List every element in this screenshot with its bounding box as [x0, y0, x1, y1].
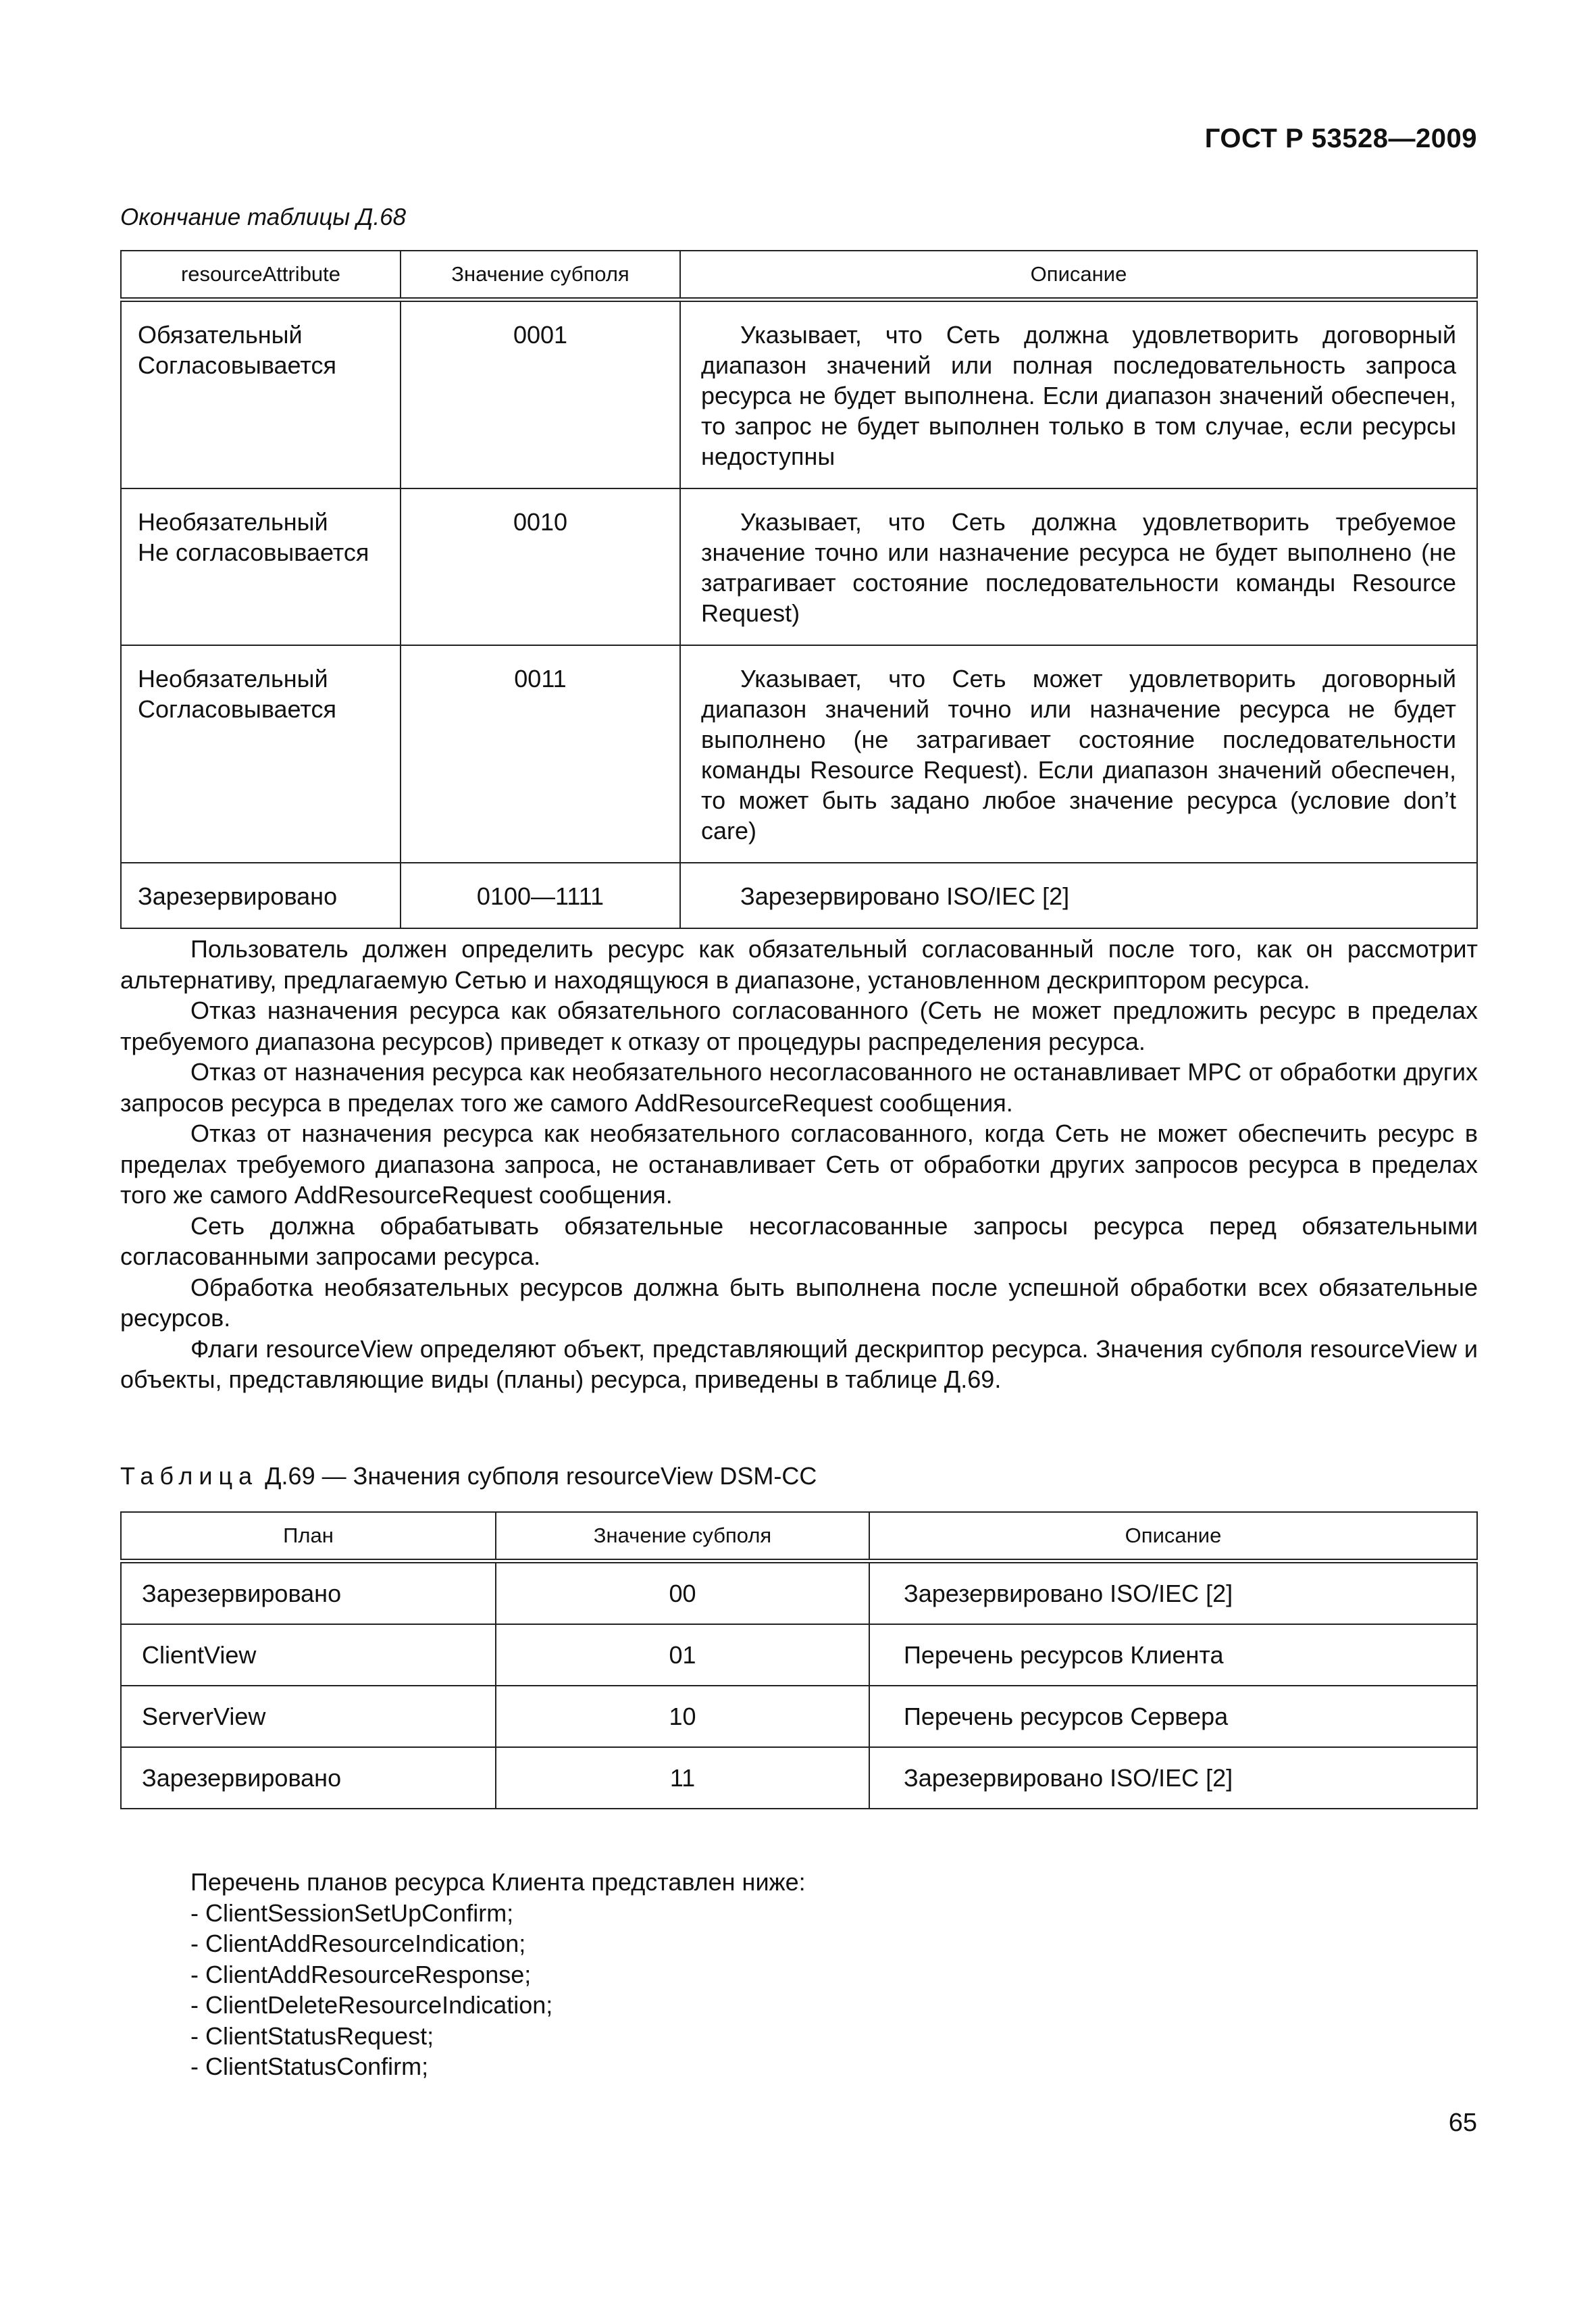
table69-value-cell: 10 — [496, 1686, 869, 1747]
table69-description-cell: Зарезервировано ISO/IEC [2] — [869, 1561, 1477, 1625]
table-row — [121, 488, 1477, 645]
attr-line: Согласовывается — [138, 351, 336, 379]
table-row — [121, 300, 1477, 489]
table69-plan-cell: Зарезервировано — [121, 1747, 496, 1809]
body-text — [120, 934, 1478, 1395]
table-row — [121, 1624, 1477, 1686]
table69-caption-prefix: Таблица — [120, 1462, 259, 1490]
table68-description-cell: Зарезервировано ISO/IEC [2] — [680, 863, 1477, 928]
table68-value-cell: 0001 — [401, 300, 680, 489]
table68-header-attr: resourceAttribute — [121, 251, 401, 300]
table68-description-cell: Указывает, что Сеть может удовлетворить договорный диапазон значений точно или назначение ресурса не будет выполнено (не затрагивает состояние последовательности команды Resource Request). Если диапазон значений обеспечен, то может быть задано любое значение ресурса (условие don’t care) — [680, 645, 1477, 863]
table68-attr-cell — [121, 645, 401, 863]
table-row — [121, 645, 1477, 863]
list-item: - ClientStatusRequest; — [190, 2021, 434, 2050]
table68-attr-cell — [121, 300, 401, 489]
table68-description-cell: Указывает, что Сеть должна удовлетворить договорный диапазон значений или полная последовательность запроса ресурса не будет выполнена. Если диапазон значений обеспечен, то запрос не будет выполнен только в том случае, если ресурсы недоступны — [680, 300, 1477, 489]
table-row — [121, 1561, 1477, 1625]
paragraph: Отказ от назначения ресурса как необязательного согласованного, когда Сеть не может обеспечить ресурс в пределах требуемого диапазона запроса, не останавливает Сеть от обработки других запросов ресурса в пределах того же самого AddResourceRequest сообщения. — [120, 1120, 1478, 1209]
table68-attr-cell — [121, 488, 401, 645]
list-item: - ClientAddResourceIndication; — [190, 1930, 526, 1957]
paragraph: Сеть должна обрабатывать обязательные несогласованные запросы ресурса перед обязательными согласованными запросами ресурса. — [120, 1211, 1478, 1270]
attr-line: Обязательный — [138, 321, 303, 349]
list-item: - ClientSessionSetUpConfirm; — [190, 1898, 514, 1927]
table68-header-description: Описание — [680, 251, 1477, 300]
list-item: - ClientStatusConfirm; — [190, 2053, 429, 2080]
table69-plan-cell: Зарезервировано — [121, 1561, 496, 1625]
table69 — [120, 1511, 1478, 1809]
table68-caption: Окончание таблицы Д.68 — [120, 204, 407, 230]
table68 — [120, 250, 1478, 929]
paragraph: Обработка необязательных ресурсов должна быть выполнена после успешной обработки всех обязательные ресурсов. — [120, 1273, 1478, 1332]
list-intro: Перечень планов ресурса Клиента представлен ниже: — [190, 1868, 806, 1896]
table69-plan-cell: ServerView — [121, 1686, 496, 1747]
table69-value-cell: 00 — [496, 1561, 869, 1625]
paragraph: Пользователь должен определить ресурс как обязательный согласованный после того, как он рассмотрит альтернативу, предлагаемую Сетью и находящуюся в диапазоне, установленном дескриптором ресурса. — [120, 935, 1478, 994]
table69-description-cell: Перечень ресурсов Сервера — [869, 1686, 1477, 1747]
attr-line: Необязательный — [138, 665, 328, 693]
table69-header-row — [121, 1512, 1477, 1561]
table68-value-cell: 0010 — [401, 488, 680, 645]
table68-description-cell: Указывает, что Сеть должна удовлетворить требуемое значение точно или назначение ресурса не будет выполнено (не затрагивает состояние последовательности команды Resource Request) — [680, 488, 1477, 645]
list-item: - ClientAddResourceResponse; — [190, 1960, 532, 1988]
list-item: - ClientDeleteResourceIndication; — [190, 1991, 553, 2019]
table69-caption — [120, 1462, 817, 1490]
table68-value-cell: 0011 — [401, 645, 680, 863]
table-row — [121, 863, 1477, 928]
table68-header-row — [121, 251, 1477, 300]
page-number: 65 — [1448, 2109, 1477, 2137]
table-row — [121, 1686, 1477, 1747]
paragraph: Отказ назначения ресурса как обязательного согласованного (Сеть не может предложить ресурс в пределах требуемого диапазона ресурсов) приведет к отказу от процедуры распределения ресурса. — [120, 997, 1478, 1055]
table68-attr-cell — [121, 863, 401, 928]
attr-line: Необязательный — [138, 508, 328, 536]
table69-caption-text: Д.69 — Значения субполя resourceView DSM-CC — [258, 1462, 817, 1490]
table69-header-value: Значение субполя — [496, 1512, 869, 1561]
attr-line: Согласовывается — [138, 695, 336, 723]
attr-line: Зарезервировано — [138, 882, 338, 910]
table69-header-plan: План — [121, 1512, 496, 1561]
table-row — [121, 1747, 1477, 1809]
table69-description-cell: Зарезервировано ISO/IEC [2] — [869, 1747, 1477, 1809]
document-header: ГОСТ Р 53528—2009 — [1204, 124, 1477, 153]
attr-line: Не согласовывается — [138, 538, 369, 566]
table69-description-cell: Перечень ресурсов Клиента — [869, 1624, 1477, 1686]
table68-value-cell: 0100—1111 — [401, 863, 680, 928]
table69-value-cell: 11 — [496, 1747, 869, 1809]
paragraph: Флаги resourceView определяют объект, представляющий дескриптор ресурса. Значения субполя resourceView и объекты, представляющие виды (планы) ресурса, приведены в таблице Д.69. — [120, 1334, 1478, 1393]
table69-header-description: Описание — [869, 1512, 1477, 1561]
client-plans-list — [190, 1867, 806, 2082]
table69-value-cell: 01 — [496, 1624, 869, 1686]
table69-plan-cell: ClientView — [121, 1624, 496, 1686]
paragraph: Отказ от назначения ресурса как необязательного несогласованного не останавливает MPC от обработки других запросов ресурса в пределах того же самого AddResourceRequest сообщения. — [120, 1058, 1478, 1117]
table68-header-value: Значение субполя — [401, 251, 680, 300]
